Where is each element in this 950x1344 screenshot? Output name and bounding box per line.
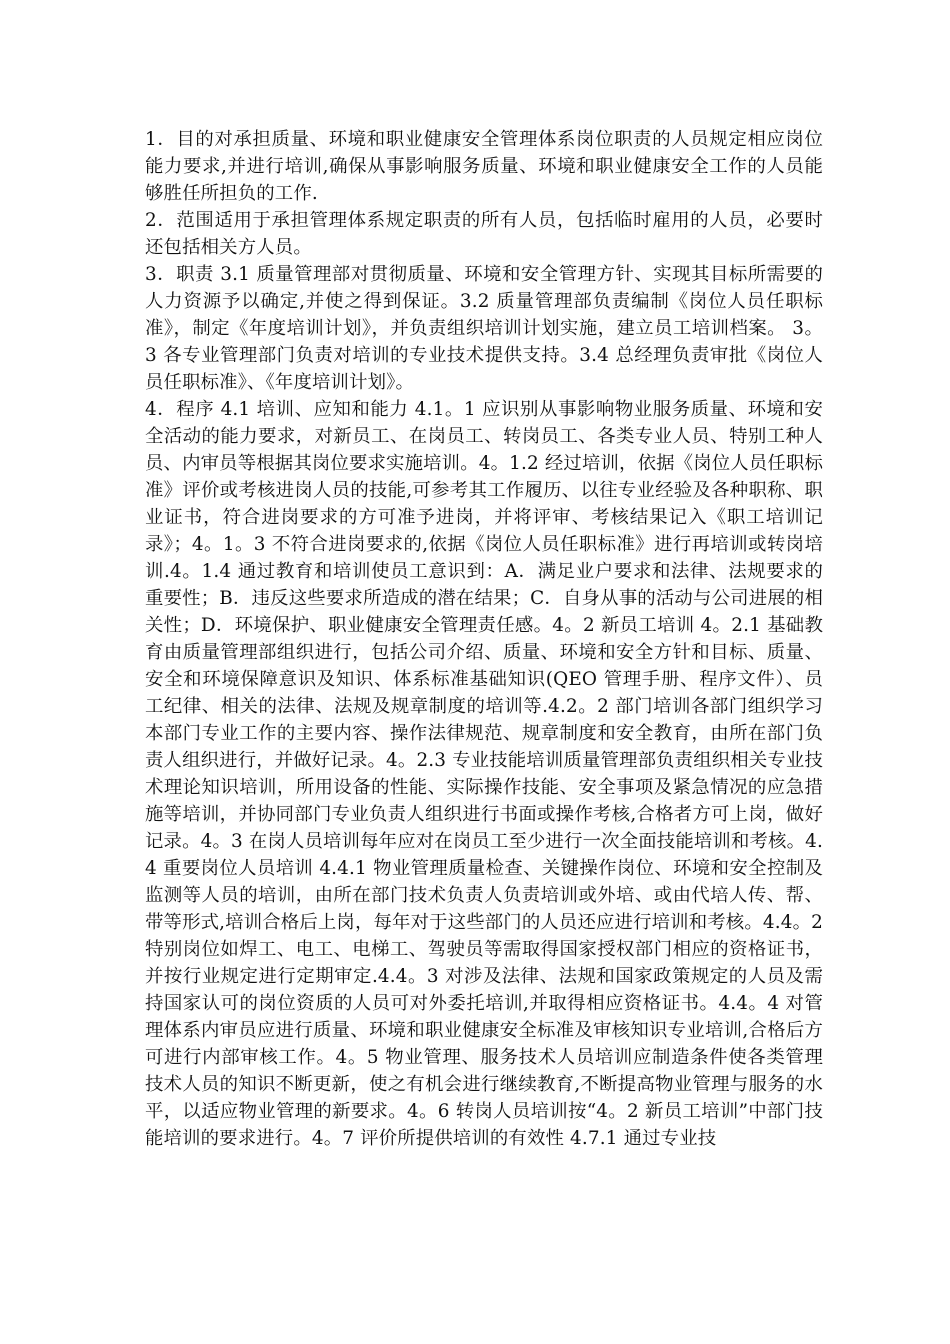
- paragraph-procedure: 4．程序 4.1 培训、应知和能力 4.1。1 应识别从事影响物业服务质量、环境和安全活动的能力要求，对新员工、在岗员工、转岗员工、各类专业人员、特别工种人员、内审员等根据其岗位要求实施培训。4。1.2 经过培训，依据《岗位人员任职标准》评价或考核进岗人员的技能,可参考其工作履历、以往专业经验及各种职称、职业证书，符合进岗要求的方可准予进岗，并将评审、考核结果记入《职工培训记录》；4。1。3 不符合进岗要求的,依据《岗位人员任职标准》进行再培训或转岗培训.4。1.4 通过教育和培训使员工意识到：A．满足业户要求和法律、法规要求的重要性；B．违反这些要求所造成的潜在结果；C．自身从事的活动与公司进展的相关性；D．环境保护、职业健康安全管理责任感。4。2 新员工培训 4。2.1 基础教育由质量管理部组织进行，包括公司介绍、质量、环境和安全方针和目标、质量、安全和环境保障意识及知识、体系标准基础知识(QEO 管理手册、程序文件）、员工纪律、相关的法律、法规及规章制度的培训等.4.2。2 部门培训各部门组织学习本部门专业工作的主要内容、操作法律规范、规章制度和安全教育，由所在部门负责人组织进行，并做好记录。4。2.3 专业技能培训质量管理部负责组织相关专业技术理论知识培训，所用设备的性能、实际操作技能、安全事项及紧急情况的应急措施等培训，并协同部门专业负责人组织进行书面或操作考核,合格者方可上岗，做好记录。4。3 在岗人员培训每年应对在岗员工至少进行一次全面技能培训和考核。4.4 重要岗位人员培训 4.4.1 物业管理质量检查、关键操作岗位、环境和安全控制及监测等人员的培训，由所在部门技术负责人负责培训或外培、或由代培人传、帮、带等形式,培训合格后上岗，每年对于这些部门的人员还应进行培训和考核。4.4。2 特别岗位如焊工、电工、电梯工、驾驶员等需取得国家授权部门相应的资格证书，并按行业规定进行定期审定.4.4。3 对涉及法律、法规和国家政策规定的人员及需持国家认可的岗位资质的人员可对外委托培训,并取得相应资格证书。4.4。4 对管理体系内审员应进行质量、环境和职业健康安全标准及审核知识专业培训,合格后方可进行内部审核工作。4。5 物业管理、服务技术人员培训应制造条件使各类管理技术人员的知识不断更新，使之有机会进行继续教育,不断提高物业管理与服务的水平，以适应物业管理的新要求。4。6 转岗人员培训按“4。2 新员工培训”中部门技能培训的要求进行。4。7 评价所提供培训的有效性 4.7.1 通过专业技: [145, 399, 823, 1149]
- paragraph-responsibilities: 3．职责 3.1 质量管理部对贯彻质量、环境和安全管理方针、实现其目标所需要的人力资源予以确定,并使之得到保证。3.2 质量管理部负责编制《岗位人员任职标准》，制定《年度培训计划》，并负责组织培训计划实施，建立员工培训档案。 3。3 各专业管理部门负责对培训的专业技术提供支持。3.4 总经理负责审批《岗位人员任职标准》、《年度培训计划》。: [145, 264, 823, 393]
- paragraph-purpose: 1．目的对承担质量、环境和职业健康安全管理体系岗位职责的人员规定相应岗位能力要求,并进行培训,确保从事影响服务质量、环境和职业健康安全工作的人员能够胜任所担负的工作.: [145, 129, 823, 204]
- document-body: [145, 126, 823, 1152]
- paragraph-scope: 2．范围适用于承担管理体系规定职责的所有人员，包括临时雇用的人员，必要时还包括相关方人员。: [145, 210, 823, 258]
